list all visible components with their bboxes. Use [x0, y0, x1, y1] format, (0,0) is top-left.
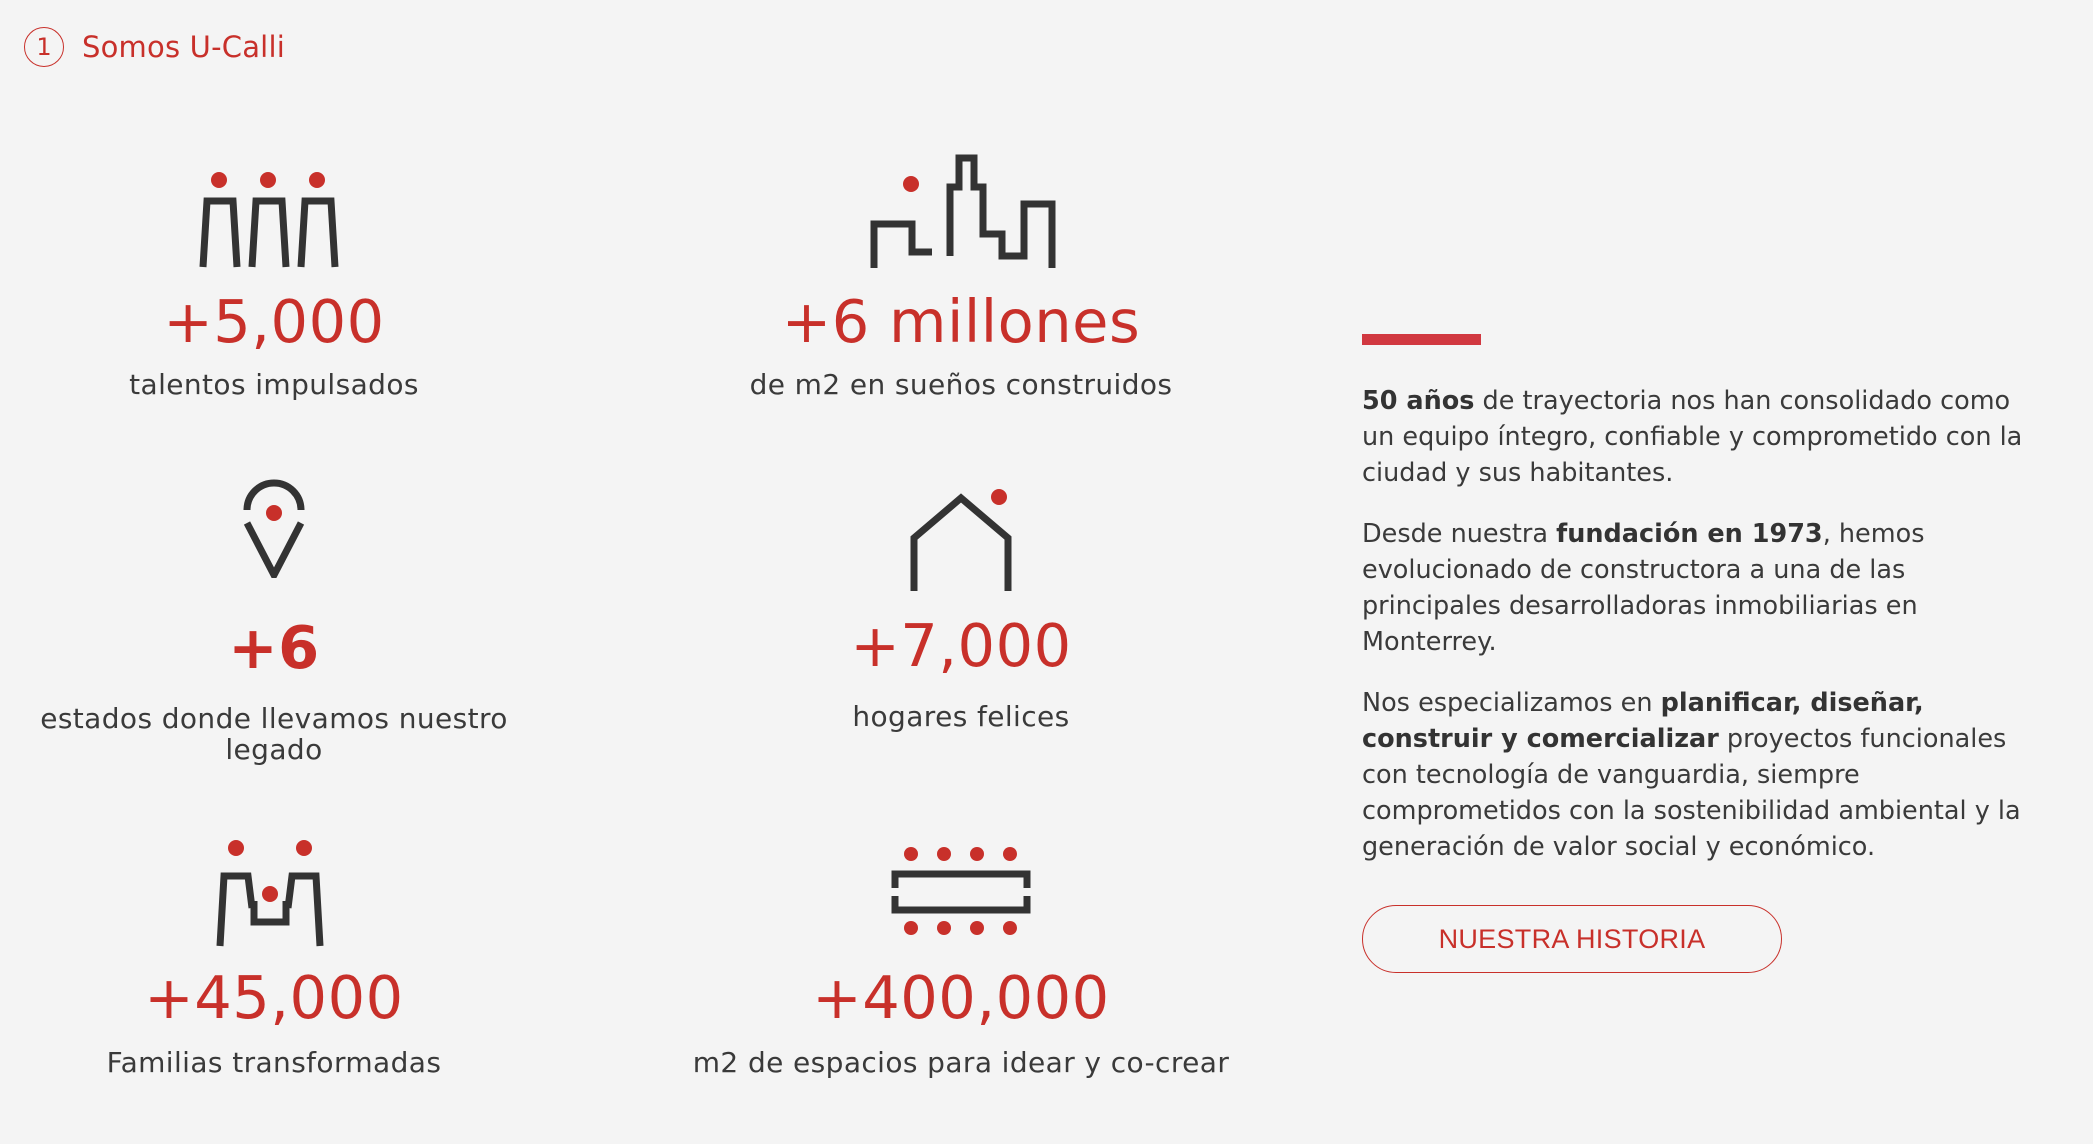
city-skyline-icon: [866, 152, 1056, 270]
about-paragraph-1: [1362, 383, 2042, 491]
stat-value: +400,000: [812, 963, 1110, 1032]
stat-label: Familias transformadas: [106, 1046, 442, 1079]
stat-label: de m2 en sueños construidos: [749, 368, 1173, 401]
nuestra-historia-button[interactable]: NUESTRA HISTORIA: [1362, 905, 1782, 973]
people-icon: [199, 170, 349, 270]
stat-label: talentos impulsados: [129, 368, 419, 401]
house-icon: [906, 485, 1016, 593]
about-p1-bold: 50 años: [1362, 386, 1475, 416]
about-p2-start: Desde nuestra: [1362, 519, 1557, 549]
stat-label: m2 de espacios para idear y co-crear: [692, 1046, 1230, 1079]
about-p2-bold: fundación en 1973: [1556, 519, 1823, 549]
about-paragraph-2: [1362, 516, 2042, 660]
accent-bar: [1362, 334, 1481, 345]
about-paragraph-3: [1362, 685, 2042, 865]
stat-espacios: [681, 846, 1241, 1078]
stat-familias: [0, 836, 554, 1078]
stat-label: estados donde llevamos nuestro legado: [40, 702, 508, 766]
section-number: 1: [36, 33, 52, 61]
stat-m2-construidos: [681, 152, 1241, 400]
stat-value: +5,000: [163, 287, 385, 356]
section-number-badge: [24, 27, 64, 67]
about-p3-text: proyectos funcionales con tecnología de vanguardia, siempre comprometidos con la sostenibilidad ambiental y la generación de valor social y económico.: [1362, 724, 2021, 862]
stat-talentos: [0, 170, 554, 400]
stat-value: +7,000: [850, 611, 1072, 680]
about-p2-text: , hemos evolucionado de constructora a una de las principales desarrolladoras inmobiliarias en Monterrey.: [1362, 519, 1925, 657]
location-pin-icon: [239, 478, 309, 578]
stat-value: +45,000: [144, 963, 404, 1032]
space-area-icon: [889, 846, 1033, 938]
family-icon: [214, 836, 334, 948]
stat-value: +6 millones: [781, 287, 1141, 356]
about-section: [1362, 334, 2042, 973]
stat-label: hogares felices: [852, 700, 1070, 733]
stat-estados: [0, 478, 554, 765]
section-title: Somos U-Calli: [82, 30, 285, 64]
about-p1-text: de trayectoria nos han consolidado como un equipo íntegro, confiable y comprometido con la ciudad y sus habitantes.: [1362, 386, 2023, 488]
stat-value: +6: [228, 613, 320, 682]
stat-hogares: [681, 485, 1241, 732]
about-p3-bold: planificar, diseñar, construir y comercializar: [1362, 688, 1924, 754]
section-header: [24, 27, 285, 67]
about-p3-start: Nos especializamos en: [1362, 688, 1661, 718]
